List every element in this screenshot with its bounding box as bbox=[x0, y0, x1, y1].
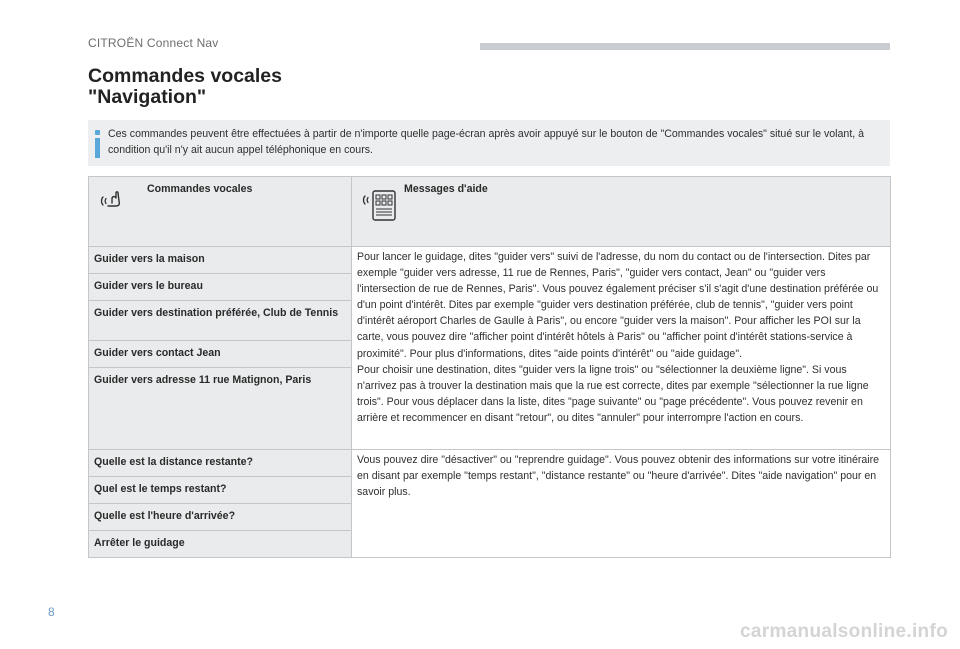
col-header-commands-label: Commandes vocales bbox=[147, 183, 253, 195]
command-cell: Guider vers contact Jean bbox=[89, 341, 352, 368]
table-header-row bbox=[89, 177, 891, 247]
help-text-guidance: Vous pouvez dire "désactiver" ou "reprendre guidage". Vous pouvez obtenir des informations sur votre itinéraire en disant par exemple "temps restant", "distance restante" ou "heure d'arrivée". Dites "aide navigation" pour en savoir plus. bbox=[357, 454, 880, 499]
voice-command-icon bbox=[99, 184, 129, 212]
page-number: 8 bbox=[48, 605, 55, 619]
col-header-commands bbox=[89, 177, 352, 247]
help-text-navigation: Pour lancer le guidage, dites "guider vers" suivi de l'adresse, du nom du contact ou de l'intersection. Dites par exemple "guider vers adresse, 11 rue de Rennes, Paris", "guider vers contact, Jean" ou "guider vers l'intersection de rue de Rennes, Paris". Vous pouvez également préciser s'il s'agit d'une destination préférée ou d'un point d'intérêt. Dites par exemple "guider vers destination préférée, club de tennis", "guider vers point d'intérêt aéroport Charles de Gaulle à Paris", ou encore "guider vers la maison". Pour afficher les POI sur la carte, vous pouvez dire "afficher point d'intérêt hôtels à Paris" ou "afficher point d'intérêt stations-service à proximité". Pour plus d'informations, dites "aide points d'intérêt" ou "aide guidage". Pour choisir une destination, dites "guider vers la ligne trois" ou "sélectionner la deuxième ligne". Si vous n'arrivez pas à trouver la destination mais que la rue est correcte, dites par exemple "sélectionner la rue ligne trois". Pour vous déplacer dans la liste, dites "page suivante" ou "page précédente". Vous pouvez revenir en arrière et recommencer en disant "retour", ou dites "annuler" pour interrompre l'action en cours. bbox=[357, 251, 879, 424]
command-cell: Guider vers destination préférée, Club de Tennis bbox=[89, 301, 352, 341]
page-title bbox=[88, 66, 282, 108]
manual-header-brand: CITROËN Connect Nav bbox=[88, 36, 219, 50]
command-cell: Guider vers la maison bbox=[89, 247, 352, 274]
col-header-help bbox=[352, 177, 891, 247]
command-cell: Quelle est l'heure d'arrivée? bbox=[89, 504, 352, 531]
command-cell: Quelle est la distance restante? bbox=[89, 450, 352, 477]
info-icon bbox=[95, 130, 101, 158]
page-title-line2: "Navigation" bbox=[88, 86, 207, 108]
command-cell: Guider vers adresse 11 rue Matignon, Paris bbox=[89, 368, 352, 450]
table-row bbox=[89, 450, 891, 477]
help-message-icon bbox=[362, 184, 398, 222]
command-cell: Guider vers le bureau bbox=[89, 274, 352, 301]
header-rule bbox=[480, 43, 890, 50]
command-cell: Quel est le temps restant? bbox=[89, 477, 352, 504]
col-header-help-label: Messages d'aide bbox=[404, 183, 488, 195]
info-text: Ces commandes peuvent être effectuées à partir de n'importe quelle page-écran après avoir appuyé sur le bouton de "Commandes vocales" situé sur le volant, à condition qu'il n'y ait aucun appel téléphonique en cours. bbox=[108, 128, 865, 156]
info-box bbox=[88, 120, 890, 166]
page-title-line1: Commandes vocales bbox=[88, 65, 283, 87]
voice-commands-table bbox=[88, 176, 891, 558]
table-row bbox=[89, 247, 891, 274]
command-cell: Arrêter le guidage bbox=[89, 531, 352, 558]
site-watermark: carmanualsonline.info bbox=[740, 621, 948, 642]
help-cell-navigation bbox=[352, 247, 891, 450]
help-cell-guidance bbox=[352, 450, 891, 558]
